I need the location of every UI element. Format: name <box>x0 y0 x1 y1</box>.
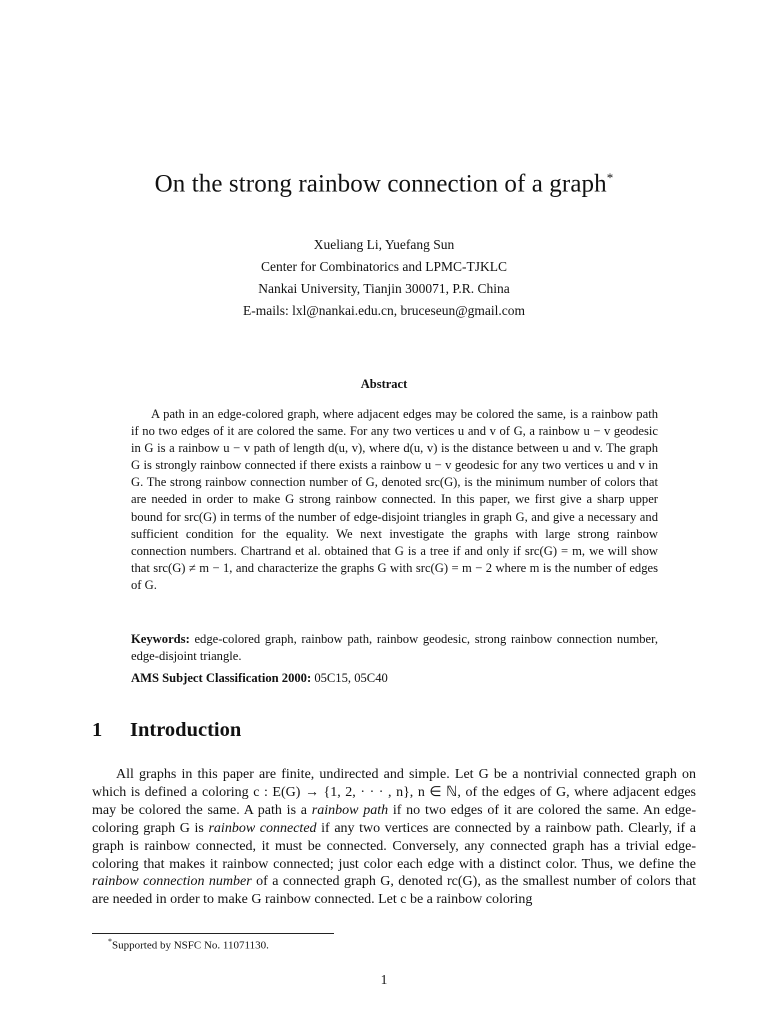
footnote-rule <box>92 933 334 934</box>
abstract-heading: Abstract <box>360 377 408 391</box>
abstract-text: A path in an edge-colored graph, where adjacent edges may be colored the same, is a rainbow path if no two edges of it are colored the same. For any two vertices u and v of G, a rainbow u − v geodesic in G is a rainbow u − v path of length d(u, v), where d(u, v) is the distance between u and v. The graph G is strongly rainbow connected if there exists a rainbow u − v geodesic for any two vertices u and v in G. The strong rainbow connection number of G, denoted src(G), is the minimum number of colors that are needed in order to make G strong rainbow connected. In this paper, we first give a sharp upper bound for src(G) in terms of the number of edge-disjoint triangles in graph G, and give a necessary and sufficient condition for the equality. We next investigate the graphs with large strong rainbow connection numbers. Chartrand et al. obtained that G is a tree if and only if src(G) = m, we will show that src(G) ≠ m − 1, and characterize the graphs G with src(G) = m − 2 where m is the number of edges of G. <box>131 407 658 592</box>
affiliation-center: Center for Combinatorics and LPMC-TJKLC <box>261 259 507 274</box>
section-title: Introduction <box>130 719 242 741</box>
footnote <box>108 937 269 952</box>
footnote-mark: * <box>108 937 112 946</box>
author-emails: E-mails: lxl@nankai.edu.cn, bruceseun@gmail.com <box>242 303 526 318</box>
term-rainbow-path: rainbow path <box>311 802 389 818</box>
ams-classification <box>131 670 658 687</box>
author-block <box>0 234 768 322</box>
keywords-text: edge-colored graph, rainbow path, rainbow geodesic, strong rainbow connection number, edge-disjoint triangle. <box>131 632 658 663</box>
term-rainbow-connection-number: rainbow connection number <box>92 874 252 890</box>
section-heading <box>92 719 692 742</box>
keywords-label: Keywords: <box>131 632 190 646</box>
section-number: 1 <box>92 719 103 741</box>
intro-text-1: All graphs in this paper are finite, undirected and simple. Let G be a nontrivial connected graph on which is defined a coloring c : E(G) → {1, 2, · · · , n}, n ∈ ℕ, of the edges of G, where adjacent edges may be colored the same. A path is a <box>92 767 696 818</box>
ams-label: AMS Subject Classification 2000: <box>131 671 312 685</box>
term-rainbow-connected: rainbow connected <box>208 820 317 836</box>
intro-text-2: if no two edges of it are colored the same. An edge-coloring graph G is <box>92 802 696 836</box>
intro-paragraph <box>92 766 696 909</box>
authors: Xueliang Li, Yuefang Sun <box>313 237 455 252</box>
keywords <box>131 631 658 665</box>
intro-text-3: if any two vertices are connected by a rainbow path. Clearly, if a graph is rainbow connected, it must be connected. Conversely, any connected graph has a trivial edge-coloring that makes it rainbow connected; just color each edge with a distinct color. Thus, we define the <box>92 820 697 872</box>
page-number: 1 <box>380 972 388 987</box>
intro-text-4: of a connected graph G, denoted rc(G), as the smallest number of colors that are needed in order to make G rainbow connected. Let c be a rainbow coloring <box>92 874 696 908</box>
paper-title <box>0 170 768 198</box>
ams-codes: 05C15, 05C40 <box>314 671 388 685</box>
paper-title-text: On the strong rainbow connection of a graph <box>154 170 607 198</box>
title-footnote-mark: * <box>606 170 614 185</box>
footnote-text: Supported by NSFC No. 11071130. <box>112 939 269 952</box>
affiliation-university: Nankai University, Tianjin 300071, P.R. China <box>258 281 510 296</box>
